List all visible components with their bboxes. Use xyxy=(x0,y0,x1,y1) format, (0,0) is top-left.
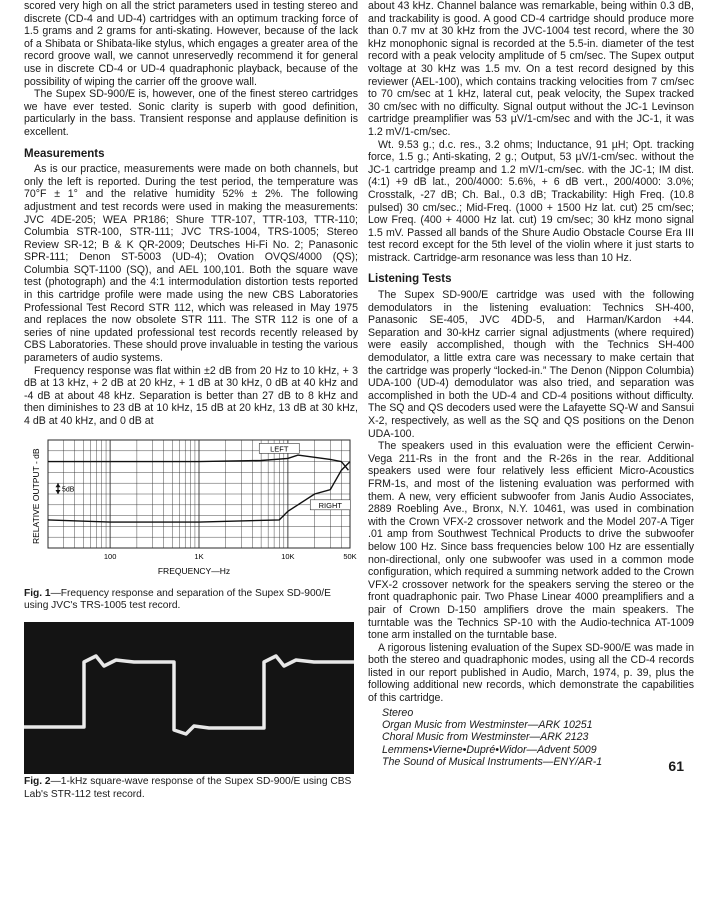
continued-paragraph: about 43 kHz. Channel balance was remarkable, being within 0.3 dB, and trackability is good. A good CD-4 cartridge should produce more than 0.7 mv at 30 kHz from the JVC-1004 test record, where the 30 kHz monophonic signal is recorded at the 5.5-in. diameter of the test record with a peak velocity amplitude of 5 cm/sec. The Supex output voltage at 30 kHz was 1.5 mv. On a test record designed by this reviewer (AEL-100), which contains tracking velocities from 7 cm/sec to 70 cm/sec at 1 kHz, lateral cut, peak velocity, the Supex tracked 30 cm/sec with no difficulty. Signal output without the JC-1 Levinson cartridge preamplifier was 53 µV/1-cm/sec and with the JC-1, it was 1.2 mV/1-cm/sec. xyxy=(368,0,694,138)
square-wave-photo xyxy=(24,622,354,774)
figure-2-caption-text: —1-kHz square-wave response of the Supex SD-900/E using CBS Lab's STR-112 test record. xyxy=(24,776,352,800)
figure-1-caption xyxy=(24,588,358,613)
frequency-response-chart xyxy=(24,436,358,586)
x-tick-label: 1K xyxy=(194,551,204,561)
specifications-paragraph: Wt. 9.53 g.; d.c. res., 3.2 ohms; Inductance, 91 µH; Opt. tracking force, 1.5 g.; Anti-skating, 2 g.; Output, 53 µV/1-cm/sec. without the JC-1 cartridge preamp and 1.2 mV/1-cm/sec. with the JC-1; IM dist. (4:1) +9 dB lat., 200/4000: 5.6%, + 6 dB vert., 200/4000: 3.0%; Crosstalk, -27 dB; Ch. Bal., 0.3 dB; Trackability: High Freq. (10.8 pulsed) 30 cm/sec.; Mid-Freq. (1000 + 1500 Hz lat. cut) 25 cm/sec; Low Freq. (400 + 4000 Hz lat. cut) 19 cm/sec; 30 kHz mono signal 1.5 mV. Passed all bands of the Shure Audio Obstacle Course Era III test record except for the 5th level of the violin where it just starts to mistrack. Cartridge-arm resonance was less than 10 Hz. xyxy=(368,138,694,264)
record-list-item: Organ Music from Westminster—ARK 10251 xyxy=(382,719,593,732)
x-tick-labels xyxy=(104,552,357,561)
figure-1-label: Fig. 1 xyxy=(24,587,51,599)
figure-1-caption-text: —Frequency response and separation of the Supex SD-900/E using JVC's TRS-1005 test record. xyxy=(24,587,331,611)
record-list-item: Lemmens•Vierne•Dupré•Widor—Advent 5009 xyxy=(382,743,597,756)
scale-marker-arrow xyxy=(56,483,61,487)
right-column xyxy=(368,0,694,775)
measurements-heading: Measurements xyxy=(24,147,105,160)
x-tick-label: 10K xyxy=(281,551,295,561)
figure-1 xyxy=(24,436,358,586)
series-line-left xyxy=(48,455,348,470)
measurements-paragraph-2: Frequency response was flat within ±2 dB from 20 Hz to 10 kHz, + 3 dB at 13 kHz, + 2 dB at 20 kHz, + 1 dB at 30 kHz, 0 dB at 40 kHz and -4 dB at about 48 kHz. Separation is better than 27 dB to 8 kHz and then diminishes to 23 dB at 10 kHz, 15 dB at 20 kHz, 13 dB at 30 kHz, 4 dB at 40 kHz, and 0 dB at xyxy=(24,364,358,427)
listening-paragraph-3: A rigorous listening evaluation of the Supex SD-900/E was made in both the stereo and quadraphonic modes, using all the CD-4 records listed in our report published in Audio, March, 1974, p. 39, plus the following additional new records, which demonstrate the capabilities of this cartridge. xyxy=(368,641,694,705)
record-list-item: Choral Music from Westminster—ARK 2123 xyxy=(382,731,589,744)
scale-marker-label: 5dB xyxy=(62,486,75,494)
listening-paragraph-2: The speakers used in this evaluation were the efficient Cerwin-Vega 211-Rs in the front and the R-26s in the rear. Additional speakers used were four relatively less efficient Micro-Acoustics FRM-1s, and most of the listening evaluation was performed with them. A new, very efficient subwoofer from Janis Audio Associates, 2889 Roebling Ave., Bronx, N.Y. 10461, was used in combination with the Crown VFX-2 crossover network and the Model 207-A Tiger .01 amp from Southwest Technical Products to drive the subwoofer below 100 Hz. Since bass frequencies below 100 Hz are essentially non-directional, only one subwoofer was used in a common mode configuration, which required a summing network added to the Crown VFX-2 crossover network for the speakers serving the stereo or the front quadraphonic pair. Two Phase Linear 4000 preamplifiers and a pair of Crown D-150 amplifiers drove the main speakers. The turntable was the Technics SP-10 with the Audio-technica AT-1009 tone arm installed on the turntable base. xyxy=(368,440,694,642)
series-label-left: LEFT xyxy=(270,443,289,453)
left-column xyxy=(24,0,358,801)
listening-tests-heading: Listening Tests xyxy=(368,273,452,286)
intro-paragraph: scored very high on all the strict parameters used in testing stereo and discrete (CD-4 and UD-4) cartridges with an optimum tracking force of 1.5 grams and 2 grams for anti-skating. However, because of the lack of a Shibata or Shibata-like stylus, which engages a greater area of the record groove wall, we cannot unreservedly recommend it for general use in discrete CD-4 or UD-4 quadraphonic playback, because of the possibility of wiping the carrier off the groove wall. xyxy=(24,0,358,88)
page-number: 61 xyxy=(668,758,684,775)
supex-paragraph: The Supex SD-900/E is, however, one of the finest stereo cartridges we have ever tested. Sonic clarity is superb with good definition, particularly in the bass. Transient response and applause definition is excellent. xyxy=(24,88,358,138)
scale-marker-arrow xyxy=(56,490,61,494)
record-list-item: The Sound of Musical Instruments—ENY/AR-1 xyxy=(382,756,603,769)
figure-2-caption xyxy=(24,776,358,801)
y-axis-label: RELATIVE OUTPUT - dB xyxy=(31,448,41,544)
x-tick-label: 50K xyxy=(343,551,357,561)
x-tick-label: 100 xyxy=(103,551,117,561)
figure-2-photo xyxy=(24,622,354,774)
x-axis-label: FREQUENCY—Hz xyxy=(157,565,231,576)
series-label-right: RIGHT xyxy=(318,500,342,510)
figure-2-label: Fig. 2 xyxy=(24,776,51,788)
record-list-item: Stereo xyxy=(382,706,414,719)
measurements-paragraph-1: As is our practice, measurements were made on both channels, but only the left is reported. During the test period, the temperature was 70°F ± 1° and the relative humidity 52% ± 2%. The following adjustment and test records were used in making the measurements: JVC 4DE-205; WEA PR186; Shure TTR-107, TTR-103, TTR-110; Columbia STR-100, STR-111; JVC TRS-1004, TRS-1005; Stereo Review SR-12; B & K QR-2009; Deutsches Hi-Fi No. 2; Panasonic SPR-111; Denon ST-5003 (UD-4); Ovation OVQS/4000 (QS); Columbia SQT-1100 (SQ), and AEL 100,101. Both the square wave test (photograph) and the 4:1 intermodulation distortion tests reported in this cartridge profile were made using the new CBS Laboratories Professional Test Record STR 112, which was released in May 1975 and replaces the now obsolete STR 111. The STR 112 is one of a series of nine updated professional test records recently released by CBS Laboratories. These should prove invaluable in testing the various parameters of audio systems. xyxy=(24,163,358,365)
listening-paragraph-1: The Supex SD-900/E cartridge was used with the following demodulators in the listening evaluation: Technics SH-400, Panasonic SE-405, JVC 4DD-5, and Harman/Kardon +44. Separation and 30-kHz carrier signal adjustments (where required) were easily accomplished, though with the Technics SH-400 demodulator, a little extra care was necessary to make certain that the cartridge was properly “locked-in.” The Denon (Nippon Columbia) UDA-100 (UD-4) demodulator was also tried, and separation was accomplished in both the UD-4 and CD-4 positions without difficulty. The SQ and QS decoders used were the Lafayette SQ-W and Sansui X-2, respectively, as well as the SQ and QS positions on the Denon UDA-100. xyxy=(368,289,694,440)
record-list xyxy=(368,707,694,769)
